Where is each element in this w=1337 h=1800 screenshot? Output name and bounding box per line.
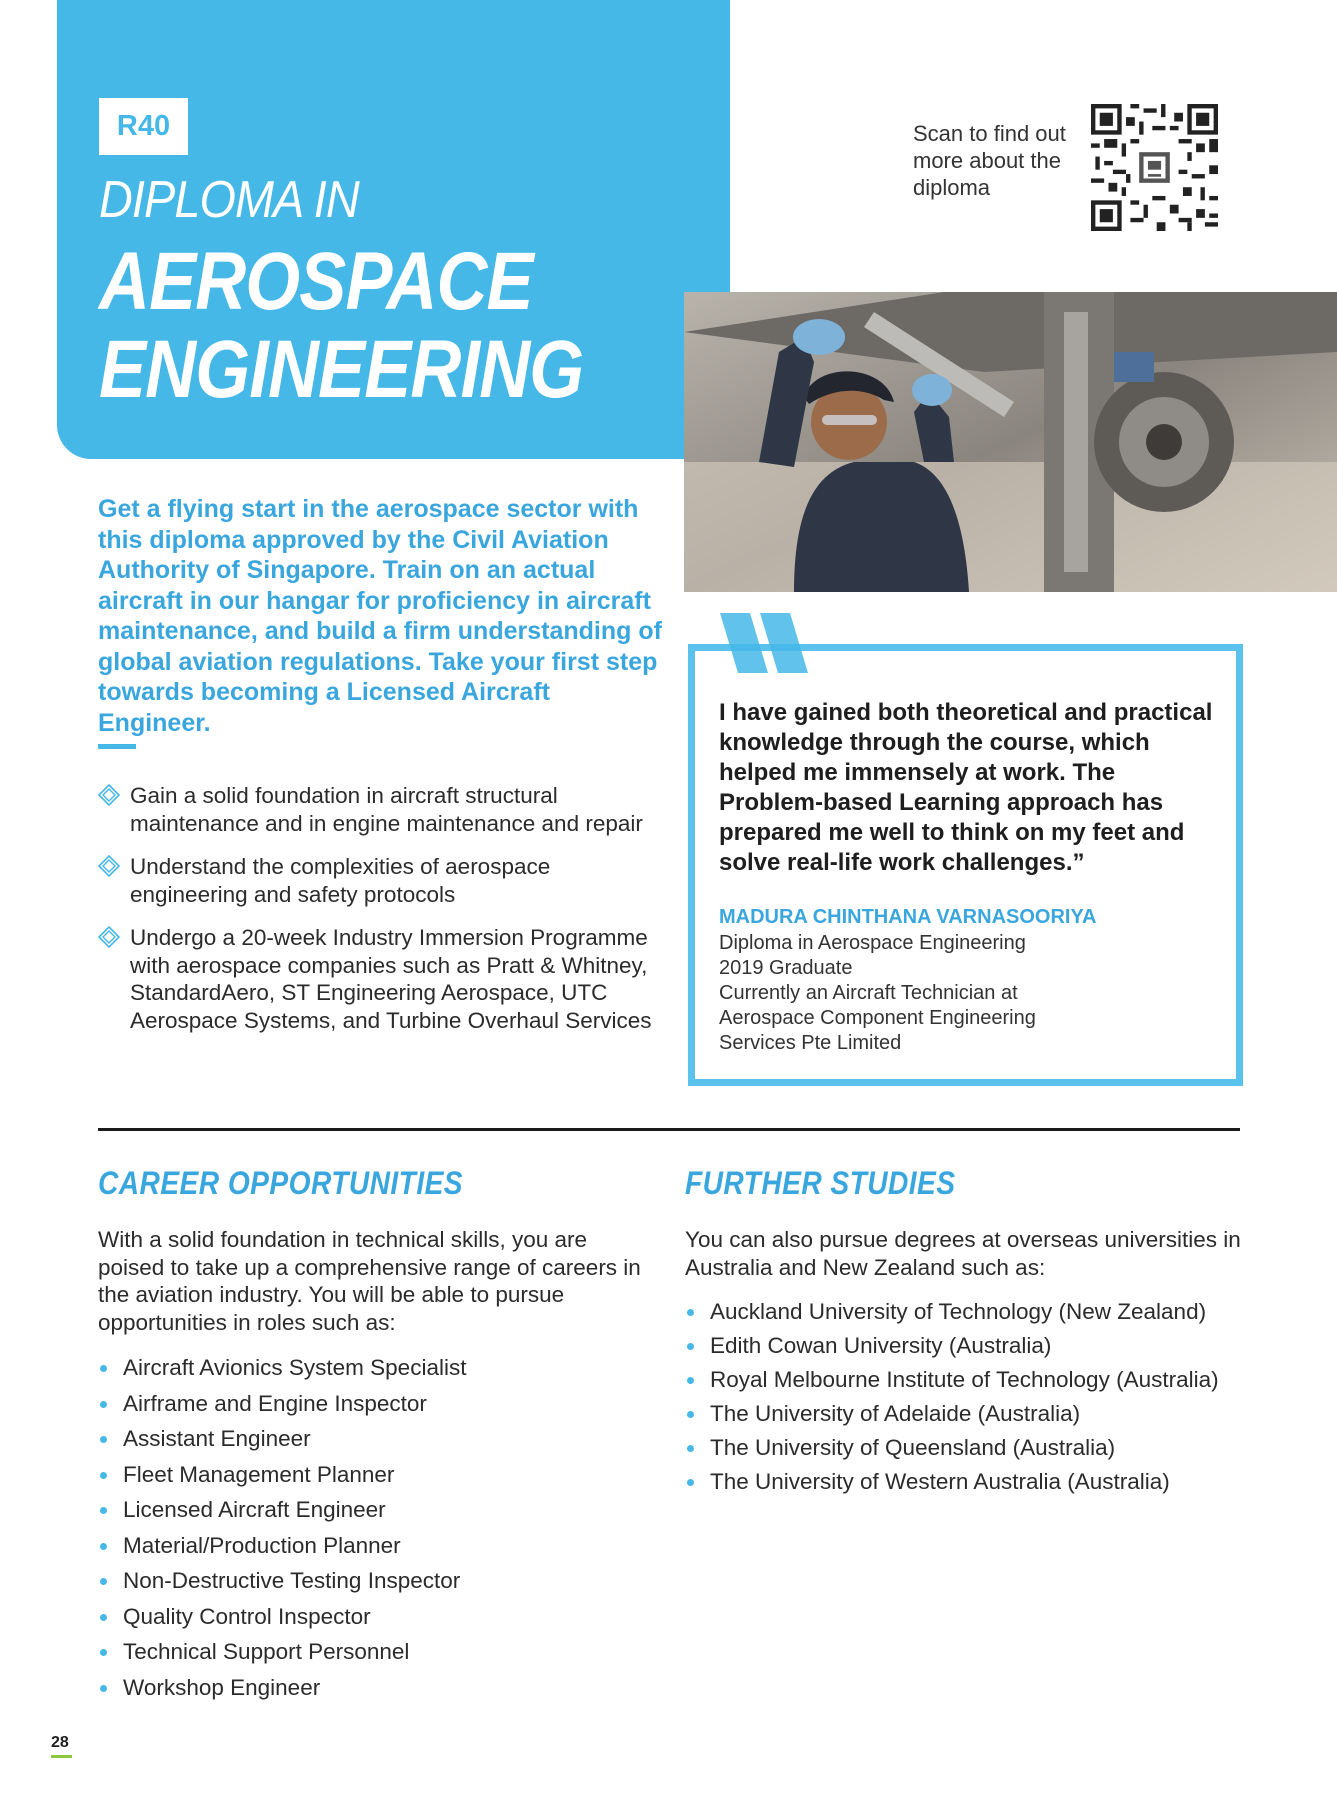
diamond-bullet-icon — [98, 784, 120, 806]
intro-divider — [98, 744, 136, 749]
feature-text: Undergo a 20-week Industry Immersion Programme with aerospace companies such as Pratt & Whitney, StandardAero, ST Engineering Aerospace, UTC Aerospace Systems, and Turbine Overhaul Services — [130, 925, 652, 1033]
career-item: Technical Support Personnel — [98, 1638, 658, 1666]
feature-text: Gain a solid foundation in aircraft structural maintenance and in engine maintenance and repair — [130, 783, 643, 836]
qr-caption — [913, 120, 1093, 201]
career-list — [98, 1354, 658, 1709]
testimonial-detail-line: Currently an Aircraft Technician at — [719, 982, 1018, 1004]
testimonial-detail-line: Aerospace Component Engineering — [719, 1007, 1036, 1029]
feature-item — [98, 924, 668, 1034]
university-list — [685, 1298, 1265, 1502]
page-number-underline — [51, 1755, 72, 1758]
testimonial-detail-line: 2019 Graduate — [719, 957, 853, 979]
career-item: Fleet Management Planner — [98, 1461, 658, 1489]
feature-text: Understand the complexities of aerospace engineering and safety protocols — [130, 854, 551, 907]
qr-caption-line: Scan to find out — [913, 121, 1066, 146]
university-item: The University of Queensland (Australia) — [685, 1434, 1265, 1462]
testimonial-detail-line: Diploma in Aerospace Engineering — [719, 932, 1026, 954]
testimonial-quote: I have gained both theoretical and practical knowledge through the course, which helped me immensely at work. The Problem-based Learning approach has prepared me well to think on my feet and solve real-life work challenges.” — [719, 699, 1213, 876]
career-item: Aircraft Avionics System Specialist — [98, 1354, 658, 1382]
title-line-2: ENGINEERING — [99, 324, 584, 415]
career-item: Material/Production Planner — [98, 1532, 658, 1560]
university-item: Auckland University of Technology (New Zealand) — [685, 1298, 1265, 1326]
career-item: Licensed Aircraft Engineer — [98, 1496, 658, 1524]
career-item: Workshop Engineer — [98, 1674, 658, 1702]
university-item: The University of Adelaide (Australia) — [685, 1400, 1265, 1428]
testimonial-details — [719, 931, 1219, 1056]
university-item: The University of Western Australia (Australia) — [685, 1468, 1265, 1496]
feature-item — [98, 782, 668, 837]
page-title — [99, 238, 583, 414]
quote-mark-icon — [720, 613, 815, 673]
university-item: Edith Cowan University (Australia) — [685, 1332, 1265, 1360]
title-line-1: AEROSPACE — [99, 236, 533, 327]
testimonial-detail-line: Services Pte Limited — [719, 1032, 902, 1054]
qr-caption-line: diploma — [913, 175, 991, 200]
title-prefix: DIPLOMA IN — [99, 171, 359, 229]
technician-photo — [684, 292, 1337, 592]
career-item: Quality Control Inspector — [98, 1603, 658, 1631]
intro-paragraph: Get a flying start in the aerospace sector with this diploma approved by the Civil Aviation Authority of Singapore. Train on an actual aircraft in our hangar for proficiency in aircraft maintenance, and build a firm understanding of global aviation regulations. Take your first step towards becoming a Licensed Aircraft Engineer. — [98, 495, 662, 737]
qr-caption-line: more about the — [913, 148, 1061, 173]
career-intro: With a solid foundation in technical skills, you are poised to take up a comprehensive range of careers in the aviation industry. You will be able to pursue opportunities in roles such as: — [98, 1227, 641, 1335]
career-item: Assistant Engineer — [98, 1425, 658, 1453]
course-code-badge: R40 — [99, 98, 188, 155]
feature-list — [98, 782, 668, 1050]
further-studies-title: FURTHER STUDIES — [685, 1165, 956, 1201]
diamond-bullet-icon — [98, 855, 120, 877]
career-item: Non-Destructive Testing Inspector — [98, 1567, 658, 1595]
further-studies-intro: You can also pursue degrees at overseas universities in Australia and New Zealand such as: — [685, 1227, 1241, 1280]
section-divider — [98, 1128, 1240, 1131]
hero-banner — [57, 0, 730, 459]
career-item: Airframe and Engine Inspector — [98, 1390, 658, 1418]
testimonial-author: MADURA CHINTHANA VARNASOORIYA — [719, 906, 1097, 928]
qr-code-icon[interactable] — [1091, 104, 1218, 231]
career-section-title: CAREER OPPORTUNITIES — [98, 1165, 464, 1201]
feature-item — [98, 853, 668, 908]
university-item: Royal Melbourne Institute of Technology (Australia) — [685, 1366, 1265, 1394]
diamond-bullet-icon — [98, 926, 120, 948]
page-number: 28 — [51, 1734, 69, 1751]
